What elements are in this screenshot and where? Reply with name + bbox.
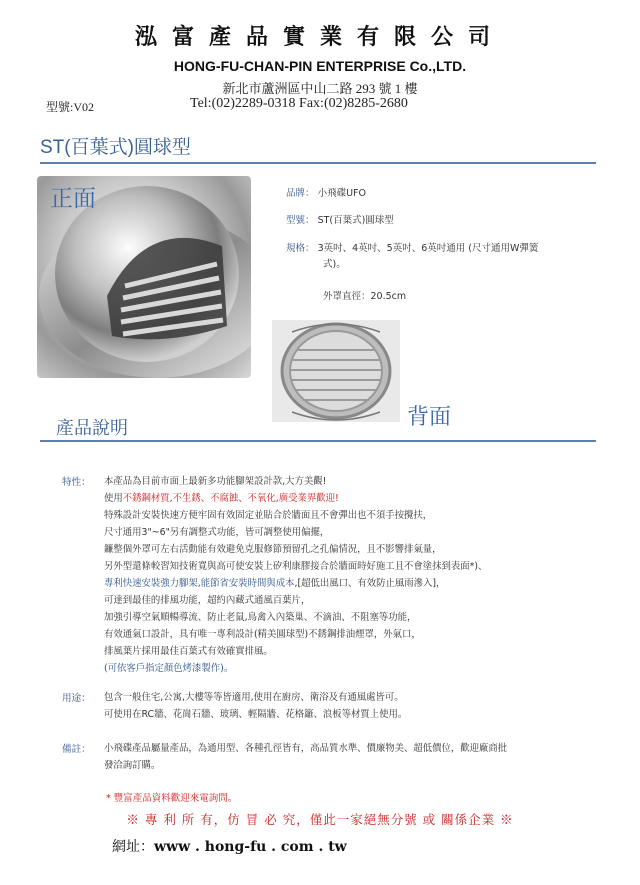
feature-text: (可依客戶指定顏色烤漆製作)。	[104, 663, 234, 674]
spec-brand-key: 品牌	[286, 188, 306, 199]
feature-line	[104, 490, 574, 507]
feature-line	[104, 524, 574, 541]
feature-text: 使用	[104, 493, 123, 504]
spec-size-key: 規格	[286, 243, 306, 254]
feature-line	[104, 541, 574, 558]
usage-line-2: 可使用在RC牆、花崗石牆、玻璃、輕隔牆、花格籬、浪板等材質上使用。	[104, 709, 408, 720]
website	[112, 836, 347, 856]
feature-text: 尺寸通用3"~6"另有調整式功能，皆可調整使用偏擺，	[104, 527, 330, 538]
section-title: 產品說明	[56, 418, 128, 439]
company-name-cn: 泓富產品實業有限公司	[134, 24, 505, 50]
feature-line	[104, 643, 574, 660]
remark-label: 備註：	[62, 744, 91, 755]
feature-text: 特殊設計安裝快速方便牢固有效固定並貼合於牆面且不會彈出也不須手按攪扶，	[104, 510, 433, 521]
usage-label: 用途：	[62, 693, 91, 704]
feature-text: ,[超低出風口、有效防止風雨滲入]，	[294, 578, 446, 589]
feature-text: 鐮整個外罩可左右活動能有效避免克服修節預留孔之孔偏情況，且不影響排氣量，	[104, 544, 442, 555]
product-title: ST(百葉式)圓球型	[40, 137, 191, 158]
company-name-en: HONG-FU-CHAN-PIN ENTERPRISE Co.,LTD.	[173, 58, 467, 74]
back-label: 背面	[407, 405, 452, 430]
feature-line	[104, 592, 574, 609]
features-list	[104, 473, 574, 677]
title-divider	[40, 162, 596, 164]
feature-line	[104, 660, 574, 677]
website-link[interactable]: www . hong-fu . com . tw	[154, 839, 347, 855]
feature-line	[104, 609, 574, 626]
feature-line	[104, 626, 574, 643]
spec-model-value: ST(百葉式)圓球型	[317, 215, 394, 226]
feature-line	[104, 558, 574, 575]
feature-text: 排風葉片採用最佳百葉式有效確實排風。	[104, 646, 273, 657]
spec-model-key: 型號	[286, 215, 306, 226]
outer-diameter: 外罩直徑：20.5cm	[323, 291, 407, 302]
feature-line	[104, 507, 574, 524]
spec-size-value: 3英吋、4英吋、5英吋、6英吋通用 (尺寸通用W彈簧	[317, 243, 539, 254]
spec-brand-value: 小飛碟UFO	[317, 188, 366, 199]
product-back-photo	[272, 320, 400, 422]
feature-text: 專利快速安裝強力腳架,能節省安裝時間與成本	[104, 578, 295, 589]
remark-line-2: 發洽詢訂購。	[104, 760, 161, 771]
tel-fax: Tel:(02)2289-0318 Fax:(02)8285-2680	[190, 96, 408, 111]
feature-text: 加強引導空氣順暢導流、防止老鼠,鳥禽入內築巢、不滴油、不阻塞等功能，	[104, 612, 417, 623]
spec-model: 型號： ST(百葉式)圓球型	[286, 215, 394, 226]
remark-line-1: 小飛碟產品屬量產品，為通用型、各種孔徑皆有，高品質水準、價廉物美、超低價位，歡迎廠商批	[104, 743, 508, 754]
feature-text: 可達到最佳的排風功能，超約內藏式通風百葉片，	[104, 595, 311, 606]
vent-back-illustration	[272, 320, 400, 422]
feature-line	[104, 473, 574, 490]
website-label: 網址：	[112, 839, 154, 855]
usage-line-1: 包含一般住宅,公寓,大樓等等皆適用,使用在廚房、衛浴及有通風處皆可。	[104, 692, 404, 703]
front-label: 正面	[50, 186, 96, 212]
feature-text: 本產品為目前市面上最新多功能腳架設計款,大方美觀!	[104, 476, 327, 487]
company-address: 新北市蘆洲區中山二路 293 號 1 樓	[222, 81, 418, 96]
feature-text: 不銹鋼材質,不生銹、不腐蝕、不氧化,廣受業界歡迎!	[122, 493, 339, 504]
features-label: 特性：	[62, 477, 91, 488]
patent-notice: ※ 專 利 所 有，仿 冒 必 究，僅此一家絕無分號 或 關係企業 ※	[126, 812, 514, 827]
feature-text: 另外型還條較習知技術寬與高可使安裝上矽利康膠接合於牆面時好施工且不會塗抹到表面*)、	[104, 561, 488, 572]
spec-size-cont: 式)。	[323, 259, 346, 270]
model-number: 型號:V02	[46, 100, 95, 114]
section-divider	[40, 440, 596, 442]
footer-note: * 豐富產品資料歡迎來電詢問。	[106, 793, 238, 804]
feature-line	[104, 575, 574, 592]
spec-brand: 品牌： 小飛碟UFO	[286, 188, 366, 199]
spec-size: 規格： 3英吋、4英吋、5英吋、6英吋通用 (尺寸通用W彈簧	[286, 243, 539, 254]
feature-text: 有效通氣口設計，具有唯一專利設計(精美圓球型)不銹鋼排油煙罩，外氣口，	[104, 629, 421, 640]
